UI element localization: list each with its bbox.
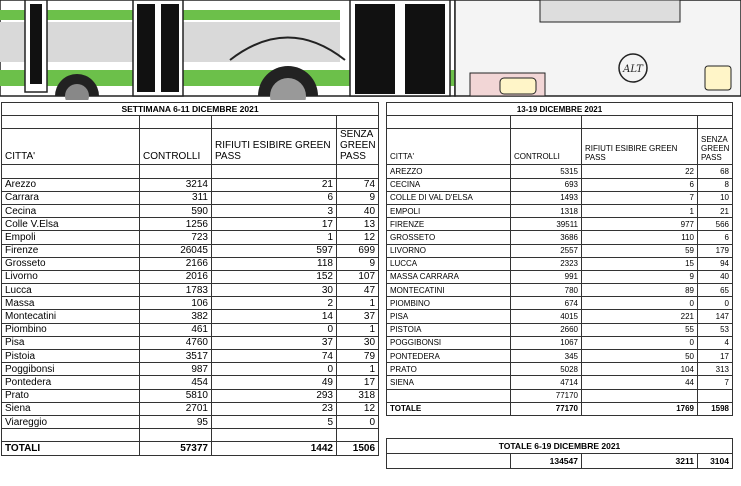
table-row — [2, 323, 379, 336]
cell-citta: Prato — [2, 389, 140, 402]
cell-senza-green-pass: 107 — [337, 270, 379, 283]
cell-citta: PRATO — [387, 363, 511, 376]
cell-rifiuti: 22 — [582, 165, 698, 178]
cell-senza-green-pass: 1 — [337, 363, 379, 376]
table-row — [387, 257, 733, 270]
cell-controlli: 2016 — [140, 270, 212, 283]
total-senza-green-pass: 1506 — [337, 442, 379, 455]
cell-senza-green-pass: 8 — [698, 178, 733, 191]
cell-senza-green-pass: 94 — [698, 257, 733, 270]
cell-senza-green-pass: 0 — [337, 415, 379, 428]
table-title: TOTALE 6-19 DICEMBRE 2021 — [387, 439, 733, 454]
cell-controlli: 382 — [140, 310, 212, 323]
cell-rifiuti: 44 — [582, 376, 698, 389]
bus-logo: ALT — [623, 64, 643, 75]
table-row — [387, 310, 733, 323]
cell-rifiuti: 221 — [582, 310, 698, 323]
col-header-citta: CITTA' — [2, 129, 140, 165]
table-row — [2, 191, 379, 204]
table-row — [2, 218, 379, 231]
cell-controlli: 723 — [140, 231, 212, 244]
cell-citta: CECINA — [387, 178, 511, 191]
col-header-controlli: CONTROLLI — [511, 129, 582, 165]
cell-senza-green-pass: 10 — [698, 191, 733, 204]
cell-citta: PISTOIA — [387, 323, 511, 336]
cell-citta: PISA — [387, 310, 511, 323]
table-week-13-19 — [386, 102, 733, 416]
table-row — [387, 204, 733, 217]
cell-rifiuti: 1 — [582, 204, 698, 217]
cell-senza-green-pass: 21 — [698, 204, 733, 217]
cell-rifiuti: 14 — [212, 310, 337, 323]
cell-controlli: 2323 — [511, 257, 582, 270]
cell-rifiuti: 17 — [212, 218, 337, 231]
col-header-senza-green-pass: SENZA GREEN PASS — [698, 129, 733, 165]
table-row — [2, 415, 379, 428]
cell-senza-green-pass: 179 — [698, 244, 733, 257]
cell-senza-green-pass: 40 — [698, 270, 733, 283]
cell-senza-green-pass: 40 — [337, 204, 379, 217]
cell-controlli: 5028 — [511, 363, 582, 376]
cell-citta: Pontedera — [2, 376, 140, 389]
table-row — [387, 389, 733, 402]
cell-senza-green-pass: 47 — [337, 284, 379, 297]
cell-citta: LIVORNO — [387, 244, 511, 257]
cell-rifiuti: 9 — [582, 270, 698, 283]
table-row — [387, 323, 733, 336]
table-row — [387, 363, 733, 376]
col-header-rifiuti: RIFIUTI ESIBIRE GREEN PASS — [582, 129, 698, 165]
col-header-rifiuti: RIFIUTI ESIBIRE GREEN PASS — [212, 129, 337, 165]
cell-senza-green-pass: 4 — [698, 336, 733, 349]
table-row — [387, 376, 733, 389]
table-week-6-11 — [1, 102, 379, 456]
table-row — [2, 336, 379, 349]
cell-controlli: 3686 — [511, 231, 582, 244]
cell-rifiuti: 23 — [212, 402, 337, 415]
cell-controlli: 674 — [511, 297, 582, 310]
cell-rifiuti: 118 — [212, 257, 337, 270]
cell-senza-green-pass: 17 — [337, 376, 379, 389]
cell-controlli: 1318 — [511, 204, 582, 217]
cell-senza-green-pass: 9 — [337, 257, 379, 270]
overall-controlli: 134547 — [511, 454, 582, 469]
cell-controlli: 4015 — [511, 310, 582, 323]
cell-rifiuti: 1 — [212, 231, 337, 244]
cell-senza-green-pass: 313 — [698, 363, 733, 376]
cell-rifiuti: 0 — [582, 336, 698, 349]
cell-senza-green-pass: 318 — [337, 389, 379, 402]
cell-controlli: 1493 — [511, 191, 582, 204]
cell-citta: FIRENZE — [387, 218, 511, 231]
table-row — [387, 178, 733, 191]
cell-rifiuti: 152 — [212, 270, 337, 283]
cell-citta: Pisa — [2, 336, 140, 349]
cell-citta: Livorno — [2, 270, 140, 283]
cell-senza-green-pass: 53 — [698, 323, 733, 336]
cell-controlli: 77170 — [511, 389, 582, 402]
cell-citta: Colle V.Elsa — [2, 218, 140, 231]
cell-controlli: 311 — [140, 191, 212, 204]
cell-citta: POGGIBONSI — [387, 336, 511, 349]
table-row — [387, 165, 733, 178]
cell-controlli: 1067 — [511, 336, 582, 349]
table-row — [387, 284, 733, 297]
table-row — [2, 231, 379, 244]
cell-rifiuti: 104 — [582, 363, 698, 376]
cell-controlli: 780 — [511, 284, 582, 297]
cell-citta: Carrara — [2, 191, 140, 204]
table-row — [2, 204, 379, 217]
table-row — [2, 297, 379, 310]
cell-citta: Pistoia — [2, 350, 140, 363]
table-row — [387, 191, 733, 204]
cell-senza-green-pass: 79 — [337, 350, 379, 363]
cell-controlli: 590 — [140, 204, 212, 217]
cell-rifiuti: 49 — [212, 376, 337, 389]
cell-controlli: 4760 — [140, 336, 212, 349]
col-header-senza-green-pass: SENZA GREEN PASS — [337, 129, 379, 165]
cell-rifiuti: 6 — [582, 178, 698, 191]
cell-rifiuti: 50 — [582, 350, 698, 363]
cell-controlli: 26045 — [140, 244, 212, 257]
total-label: TOTALI — [2, 442, 140, 455]
cell-senza-green-pass: 7 — [698, 376, 733, 389]
cell-controlli: 345 — [511, 350, 582, 363]
cell-senza-green-pass: 37 — [337, 310, 379, 323]
cell-senza-green-pass: 12 — [337, 231, 379, 244]
cell-citta: PIOMBINO — [387, 297, 511, 310]
cell-controlli: 39511 — [511, 218, 582, 231]
cell-controlli: 2166 — [140, 257, 212, 270]
table-row — [2, 257, 379, 270]
cell-rifiuti: 0 — [582, 297, 698, 310]
cell-controlli: 5315 — [511, 165, 582, 178]
cell-controlli: 991 — [511, 270, 582, 283]
cell-senza-green-pass: 65 — [698, 284, 733, 297]
cell-rifiuti: 6 — [212, 191, 337, 204]
cell-citta: MONTECATINI — [387, 284, 511, 297]
cell-citta: Lucca — [2, 284, 140, 297]
table-row — [2, 244, 379, 257]
cell-controlli: 5810 — [140, 389, 212, 402]
cell-rifiuti: 3 — [212, 204, 337, 217]
cell-controlli: 2660 — [511, 323, 582, 336]
cell-rifiuti — [582, 389, 698, 402]
cell-controlli: 1256 — [140, 218, 212, 231]
cell-citta: Viareggio — [2, 415, 140, 428]
cell-senza-green-pass: 13 — [337, 218, 379, 231]
total-rifiuti: 1442 — [212, 442, 337, 455]
cell-controlli: 461 — [140, 323, 212, 336]
cell-senza-green-pass: 147 — [698, 310, 733, 323]
cell-senza-green-pass: 1 — [337, 297, 379, 310]
cell-controlli: 2557 — [511, 244, 582, 257]
cell-controlli: 1783 — [140, 284, 212, 297]
cell-citta: MASSA CARRARA — [387, 270, 511, 283]
cell-citta: Empoli — [2, 231, 140, 244]
cell-senza-green-pass: 74 — [337, 178, 379, 191]
cell-citta: Poggibonsi — [2, 363, 140, 376]
cell-controlli: 2701 — [140, 402, 212, 415]
total-senza-green-pass: 1598 — [698, 402, 733, 415]
total-controlli: 77170 — [511, 402, 582, 415]
cell-citta: Firenze — [2, 244, 140, 257]
cell-citta: AREZZO — [387, 165, 511, 178]
cell-controlli: 106 — [140, 297, 212, 310]
cell-citta: Massa — [2, 297, 140, 310]
table-title: SETTIMANA 6-11 DICEMBRE 2021 — [2, 103, 379, 116]
table-row — [2, 389, 379, 402]
cell-controlli: 95 — [140, 415, 212, 428]
table-row — [2, 402, 379, 415]
cell-citta: Montecatini — [2, 310, 140, 323]
table-row — [387, 244, 733, 257]
cell-controlli: 693 — [511, 178, 582, 191]
table-title: 13-19 DICEMBRE 2021 — [387, 103, 733, 116]
table-row — [2, 376, 379, 389]
cell-citta — [387, 389, 511, 402]
cell-rifiuti: 59 — [582, 244, 698, 257]
cell-senza-green-pass: 0 — [698, 297, 733, 310]
cell-senza-green-pass: 9 — [337, 191, 379, 204]
total-controlli: 57377 — [140, 442, 212, 455]
cell-citta: PONTEDERA — [387, 350, 511, 363]
table-row — [387, 270, 733, 283]
overall-senza-green-pass: 3104 — [698, 454, 733, 469]
cell-rifiuti: 0 — [212, 363, 337, 376]
table-row — [2, 310, 379, 323]
cell-rifiuti: 2 — [212, 297, 337, 310]
cell-rifiuti: 293 — [212, 389, 337, 402]
cell-rifiuti: 110 — [582, 231, 698, 244]
cell-rifiuti: 89 — [582, 284, 698, 297]
cell-rifiuti: 74 — [212, 350, 337, 363]
overall-blank — [387, 454, 511, 469]
cell-controlli: 3517 — [140, 350, 212, 363]
cell-rifiuti: 0 — [212, 323, 337, 336]
cell-citta: Siena — [2, 402, 140, 415]
cell-rifiuti: 30 — [212, 284, 337, 297]
cell-senza-green-pass: 68 — [698, 165, 733, 178]
cell-rifiuti: 37 — [212, 336, 337, 349]
cell-rifiuti: 21 — [212, 178, 337, 191]
cell-citta: Grosseto — [2, 257, 140, 270]
table-row — [2, 350, 379, 363]
cell-senza-green-pass: 12 — [337, 402, 379, 415]
total-label: TOTALE — [387, 402, 511, 415]
table-row — [2, 284, 379, 297]
cell-rifiuti: 597 — [212, 244, 337, 257]
col-header-controlli: CONTROLLI — [140, 129, 212, 165]
cell-senza-green-pass — [698, 389, 733, 402]
table-row — [387, 350, 733, 363]
cell-senza-green-pass: 17 — [698, 350, 733, 363]
cell-senza-green-pass: 1 — [337, 323, 379, 336]
cell-rifiuti: 15 — [582, 257, 698, 270]
table-row — [2, 270, 379, 283]
table-row — [387, 231, 733, 244]
cell-rifiuti: 7 — [582, 191, 698, 204]
table-row — [387, 336, 733, 349]
cell-rifiuti: 55 — [582, 323, 698, 336]
overall-rifiuti: 3211 — [582, 454, 698, 469]
cell-rifiuti: 5 — [212, 415, 337, 428]
cell-citta: GROSSETO — [387, 231, 511, 244]
table-row — [387, 297, 733, 310]
cell-senza-green-pass: 699 — [337, 244, 379, 257]
cell-senza-green-pass: 566 — [698, 218, 733, 231]
total-rifiuti: 1769 — [582, 402, 698, 415]
table-row — [387, 218, 733, 231]
cell-citta: EMPOLI — [387, 204, 511, 217]
cell-citta: LUCCA — [387, 257, 511, 270]
cell-citta: Arezzo — [2, 178, 140, 191]
cell-controlli: 4714 — [511, 376, 582, 389]
col-header-citta: CITTA' — [387, 129, 511, 165]
table-row — [2, 178, 379, 191]
cell-senza-green-pass: 6 — [698, 231, 733, 244]
cell-citta: Cecina — [2, 204, 140, 217]
cell-citta: COLLE DI VAL D'ELSA — [387, 191, 511, 204]
cell-controlli: 987 — [140, 363, 212, 376]
cell-senza-green-pass: 30 — [337, 336, 379, 349]
table-row — [2, 363, 379, 376]
cell-citta: Piombino — [2, 323, 140, 336]
cell-controlli: 3214 — [140, 178, 212, 191]
cell-rifiuti: 977 — [582, 218, 698, 231]
bus-illustration — [0, 0, 741, 100]
cell-controlli: 454 — [140, 376, 212, 389]
cell-citta: SIENA — [387, 376, 511, 389]
table-total-6-19 — [386, 438, 733, 469]
